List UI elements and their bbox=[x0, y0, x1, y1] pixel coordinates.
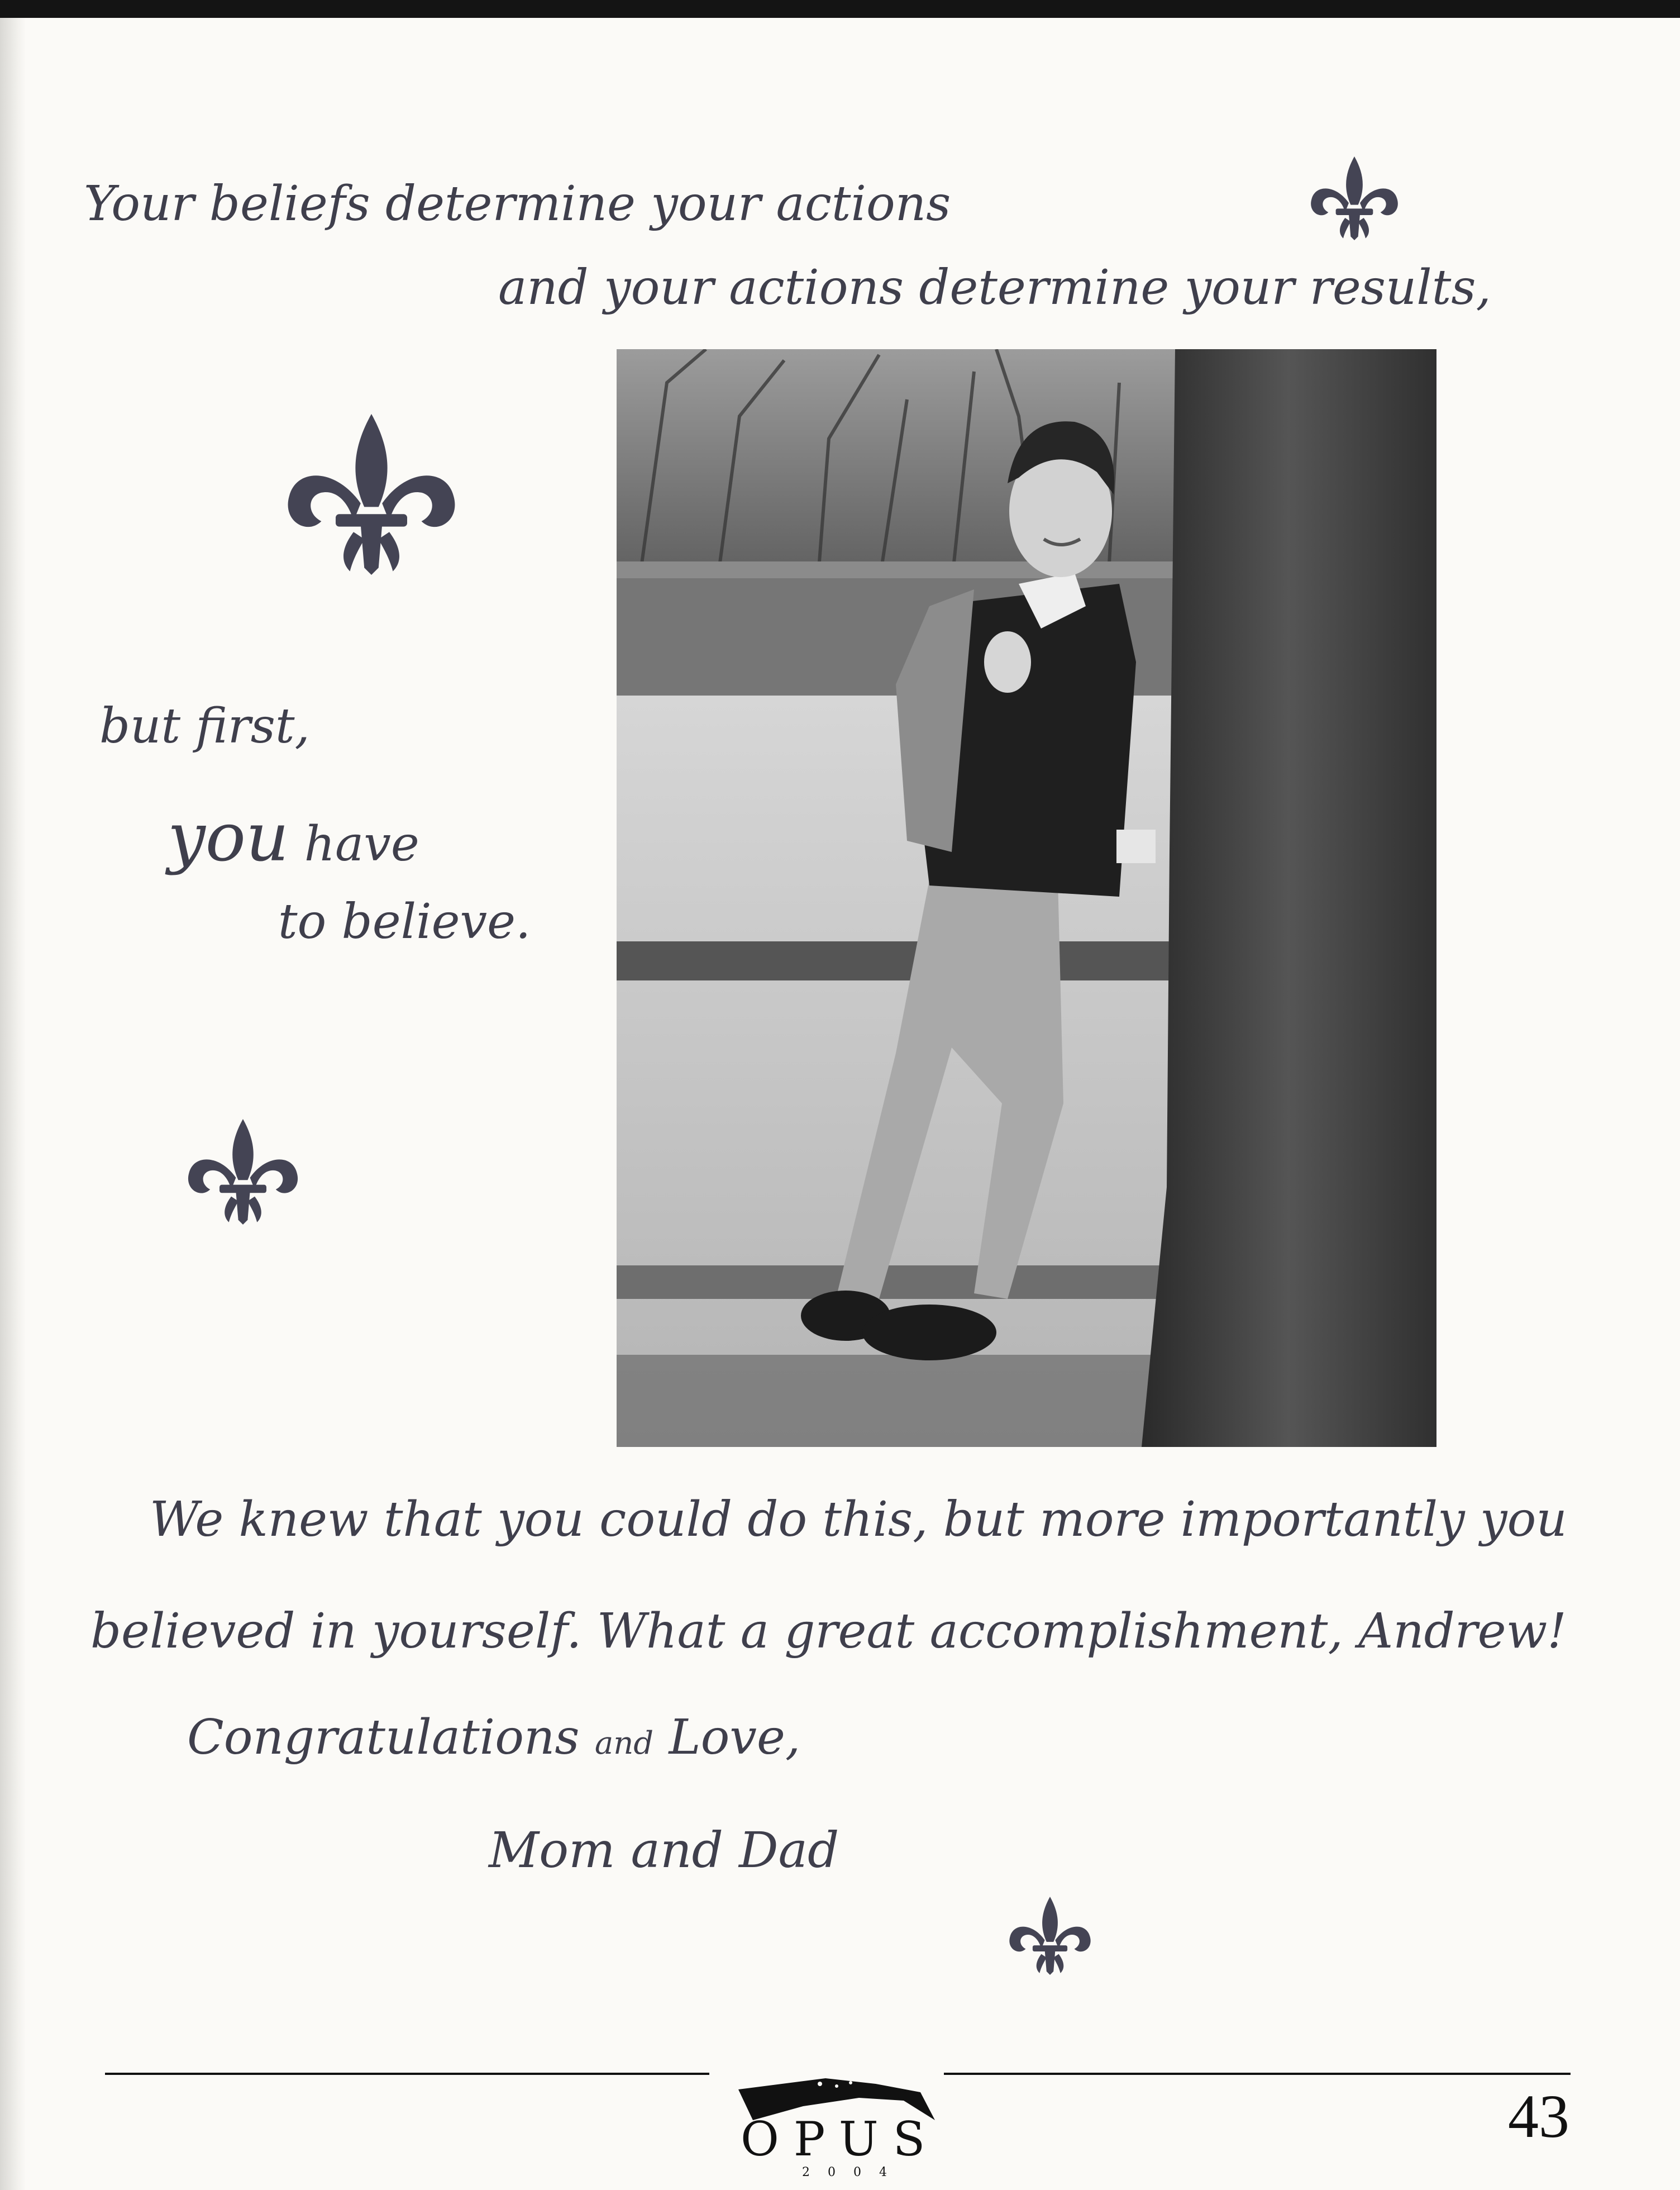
message-love: Love, bbox=[669, 1710, 801, 1765]
footer-rule-right bbox=[944, 2073, 1571, 2075]
quote-line-1: Your beliefs determine your actions bbox=[84, 176, 951, 232]
logo-word: OPUS bbox=[741, 2112, 940, 2167]
message-line-3 bbox=[187, 1710, 800, 1765]
logo-year: 2004 bbox=[802, 2165, 905, 2179]
signature: Mom and Dad bbox=[489, 1821, 839, 1879]
quote-line-4 bbox=[168, 799, 419, 877]
message-congratulations: Congratulations bbox=[187, 1710, 580, 1765]
quote-line-3: but first, bbox=[99, 698, 310, 754]
student-portrait-photo bbox=[617, 349, 1436, 1447]
fleur-de-lis-icon bbox=[282, 413, 461, 575]
scan-top-edge bbox=[0, 0, 1680, 18]
quote-emphasis-you: you bbox=[168, 799, 289, 877]
page-binding-shadow bbox=[0, 18, 26, 2190]
page-number: 43 bbox=[1508, 2082, 1569, 2150]
opus-logo bbox=[736, 2067, 940, 2179]
fleur-de-lis-icon bbox=[1005, 1897, 1095, 1975]
quote-line-2: and your actions determine your results, bbox=[498, 260, 1491, 316]
quote-line-5: to believe. bbox=[278, 894, 531, 950]
footer-rule-left bbox=[105, 2073, 709, 2075]
message-and: and bbox=[594, 1725, 654, 1761]
message-line-2: believed in yourself. What a great accomplishment, Andrew! bbox=[90, 1603, 1567, 1659]
fleur-de-lis-icon bbox=[184, 1117, 302, 1226]
quote-line-4-rest: have bbox=[304, 816, 419, 872]
message-line-1: We knew that you could do this, but more importantly you bbox=[150, 1492, 1567, 1548]
fleur-de-lis-icon bbox=[1307, 156, 1402, 240]
